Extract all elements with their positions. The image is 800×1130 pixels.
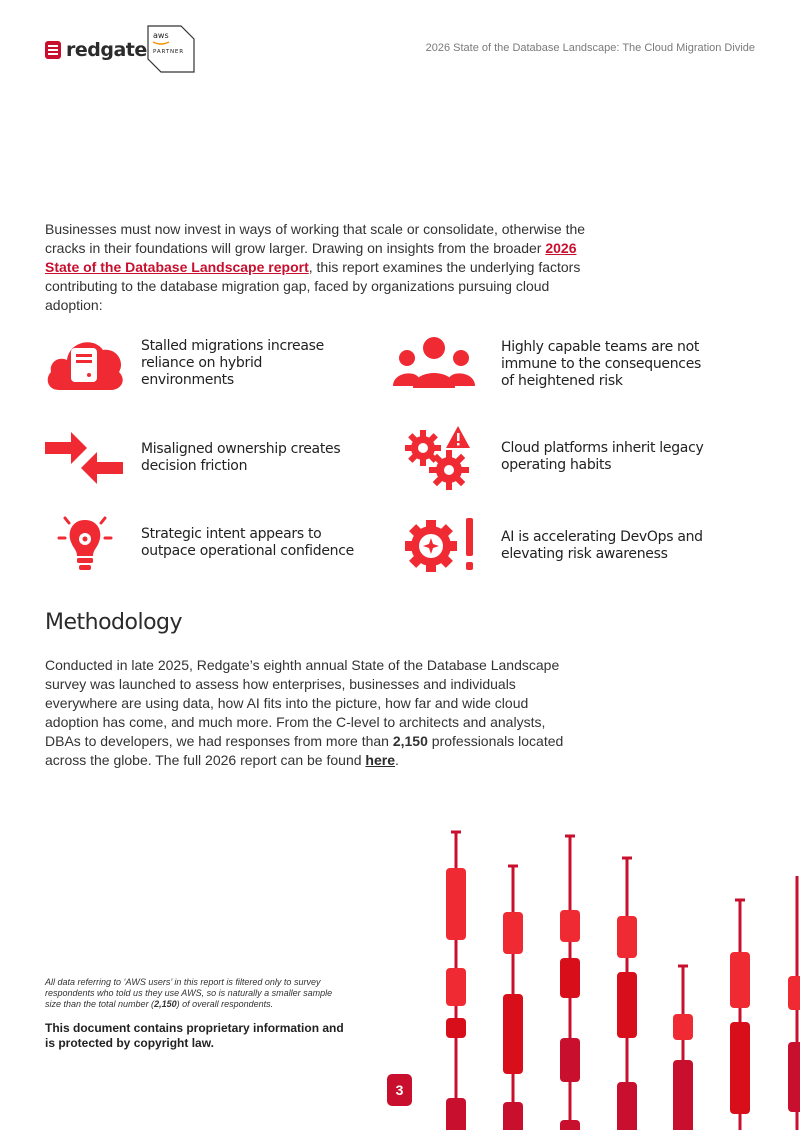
bar-column bbox=[673, 966, 693, 1130]
report-link[interactable]: 2026 State of the Database Landscape report bbox=[45, 240, 577, 275]
aws-users-footnote bbox=[45, 977, 345, 1010]
feature-label: Misaligned ownership creates decision friction bbox=[141, 441, 341, 474]
feature-label: Highly capable teams are not immune to the consequences of heightened risk bbox=[501, 338, 701, 389]
bar-column bbox=[788, 876, 800, 1130]
redgate-logo bbox=[45, 38, 147, 62]
page-number: 3 bbox=[387, 1074, 412, 1106]
feature-label: Cloud platforms inherit legacy operating habits bbox=[501, 440, 704, 473]
footnote-text-after: ) of overall respondents. bbox=[176, 999, 274, 1009]
bar-column bbox=[560, 836, 580, 1130]
methodology-heading: Methodology bbox=[45, 610, 183, 635]
copyright-notice: This document contains proprietary information and is protected by copyright law. bbox=[45, 1021, 344, 1050]
bar-column bbox=[617, 858, 637, 1130]
team-icon bbox=[393, 334, 475, 394]
respondent-count: 2,150 bbox=[392, 733, 428, 749]
bar-column bbox=[503, 866, 523, 1130]
lightbulb-gear-icon bbox=[45, 512, 125, 574]
methodology-text-before: Conducted in late 2025, Redgate’s eighth annual State of the Database Landscape survey was launched to assess how enterprises, businesses and individuals everywhere are using data, how AI fits into the picture, how far and wide cloud adoption has come, and much more. From the C-level to architects and analysts, DBAs to developers, we had responses from more than bbox=[45, 657, 560, 749]
intro-paragraph bbox=[45, 220, 595, 315]
feature-item-5 bbox=[45, 512, 375, 574]
intro-text-after: , this report examines the underlying factors contributing to the database migration gap, faced by organizations pursuing cloud adoption: bbox=[45, 259, 581, 313]
gear-alert-icon bbox=[403, 516, 475, 576]
bar-column bbox=[730, 900, 750, 1130]
aws-badge-top-text: aws bbox=[153, 31, 169, 40]
feature-item-1 bbox=[45, 332, 375, 394]
footnote-count: 2,150 bbox=[154, 999, 177, 1009]
feature-item-3 bbox=[45, 430, 375, 486]
aws-partner-badge bbox=[147, 25, 195, 73]
document-title: 2026 State of the Database Landscape: The Cloud Migration Divide bbox=[425, 42, 755, 54]
bar-column bbox=[446, 832, 466, 1130]
methodology-text-middle: professionals located across the globe. The full 2026 report can be found bbox=[45, 733, 564, 768]
feature-label: Stalled migrations increase reliance on hybrid environments bbox=[141, 337, 324, 388]
feature-item-4 bbox=[403, 424, 723, 490]
intro-text-before: Businesses must now invest in ways of working that scale or consolidate, otherwise the cracks in their foundations will grow larger. Drawing on insights from the broader bbox=[45, 221, 586, 256]
feature-item-2 bbox=[393, 334, 723, 394]
footnote-text-before: All data referring to ‘AWS users’ in this report is filtered only to survey respondents who told us they use AWS, so is naturally a smaller sample size than the total number ( bbox=[45, 977, 333, 1009]
gears-warning-icon bbox=[403, 424, 475, 490]
cloud-server-icon bbox=[45, 332, 125, 394]
feature-label: Strategic intent appears to outpace operational confidence bbox=[141, 526, 354, 559]
methodology-paragraph bbox=[45, 656, 580, 770]
opposing-arrows-icon bbox=[45, 430, 125, 486]
decorative-bars-graphic bbox=[420, 820, 800, 1130]
feature-label: AI is accelerating DevOps and elevating risk awareness bbox=[501, 529, 703, 562]
feature-item-6 bbox=[403, 516, 723, 576]
methodology-text-end: . bbox=[394, 752, 399, 768]
full-report-link[interactable]: here bbox=[365, 752, 395, 768]
aws-badge-bottom-text: PARTNER bbox=[153, 49, 184, 55]
brand-name: redgate bbox=[66, 39, 147, 61]
redgate-logo-icon bbox=[45, 40, 61, 60]
